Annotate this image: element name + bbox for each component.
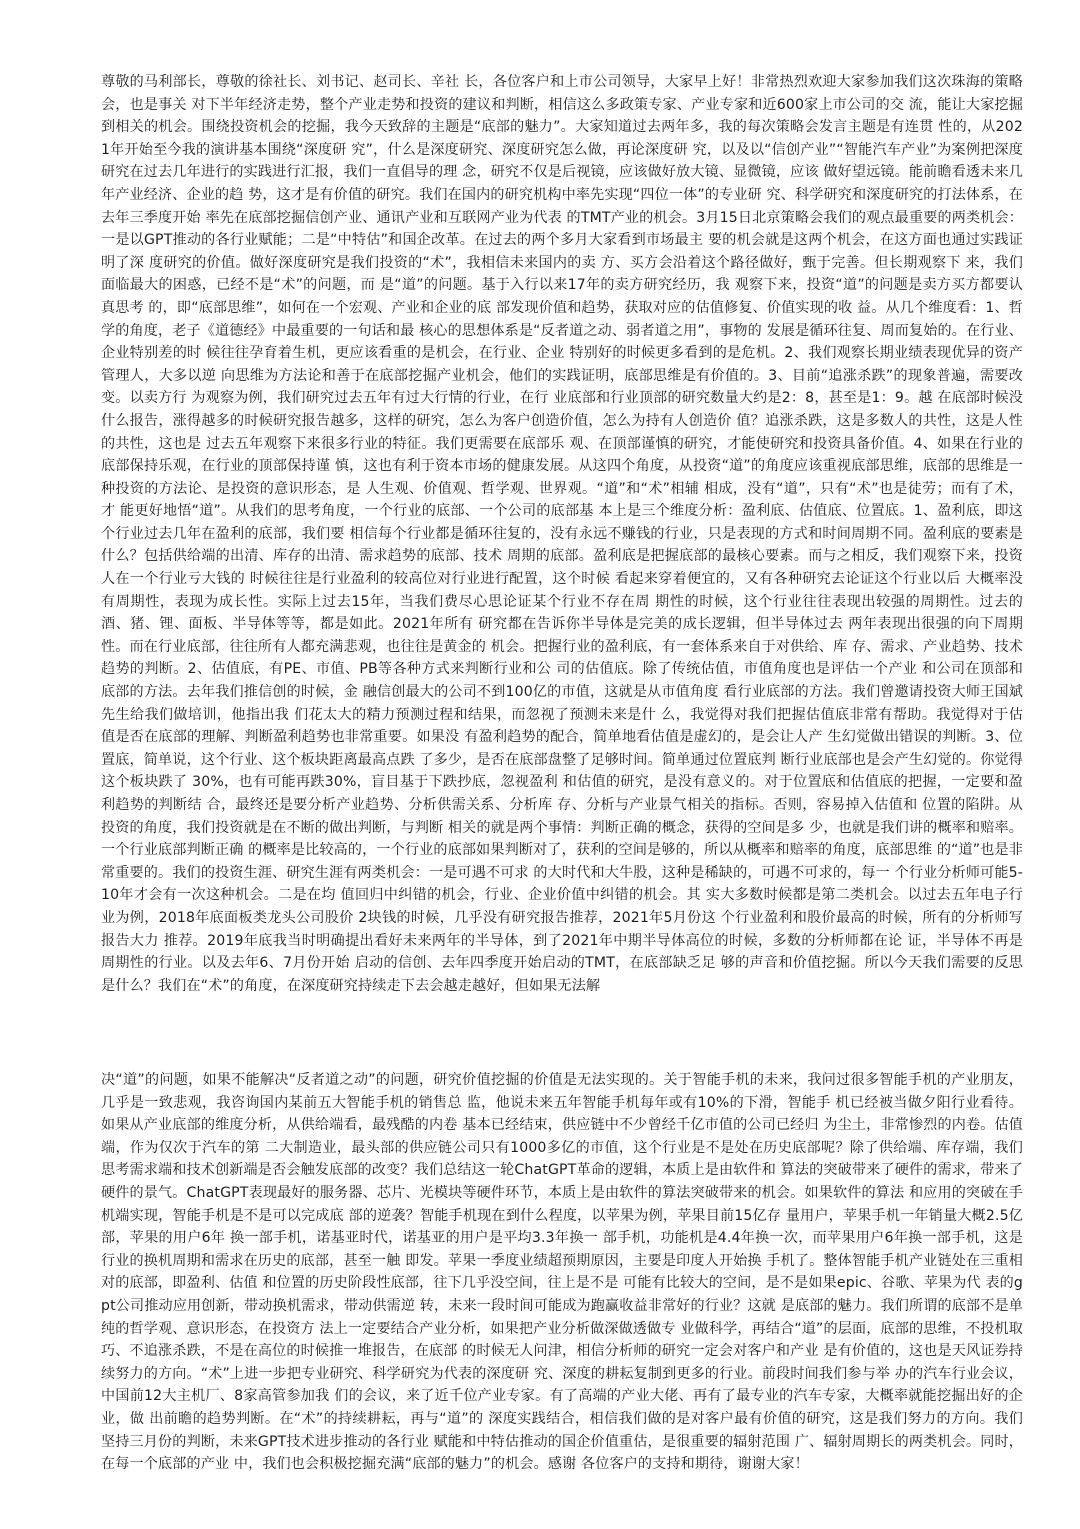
speech-text-block-2 [101,1069,1023,1476]
speech-paragraph-2: 决“道”的问题，如果不能解决“反者道之动”的问题，研究价值挖掘的价值是无法实现的。关于智能手机的未来，我问过很多智能手机的产业朋友，几乎是一致悲观，我咨询国内某前五大智能手机的销售总 监，他说未来五年智能手机每年或有10%的下滑，智能手 机已经被当做夕阳行业看待。如果从产业底部的维度分析，从供给端看，最残酷的内卷 基本已经结束，供应链中不少曾经千亿市值的公司已经归 为尘土，非常惨烈的内卷。估值端，作为仅次于汽车的第 二大制造业，最头部的供应链公司只有1000多亿的市值，这个行业是不是处在历史底部呢？除了供给端、库存端，我们思考需求端和技术创新端是否会触发底部的改变？我们总结这一轮ChatGPT革命的逻辑，本质上是由软件和 算法的突破带来了硬件的需求，带来了硬件的景气。ChatGPT表现最好的服务器、芯片、光模块等硬件环节，本质上是由软件的算法突破带来的机会。如果软件的算法 和应用的突破在手机端实现，智能手机是不是可以完成底 部的逆袭？智能手机现在到什么程度，以苹果为例，苹果目前15亿存 量用户，苹果手机一年销量大概2.5亿部，苹果的用户6年 换一部手机，诺基亚时代，诺基亚的用户是平均3.3年换一 部手机，功能机是4.4年换一次，而苹果用户6年换一部手机，这是行业的换机周期和需求在历史的底部，甚至一触 即发。苹果一季度业绩超预期原因，主要是印度人开始换 手机了。整体智能手机产业链处在三重相对的底部，即盈利、估值 和位置的历史阶段性底部，往下几乎没空间，往上是不是 可能有比较大的空间，是不是如果epic、谷歌、苹果为代 表的gpt公司推动应用创新，带动换机需求，带动供需逆 转，未来一段时间可能成为跑赢收益非常好的行业？这就 是底部的魅力。我们所谓的底部不是单纯的哲学观、意识形态，在投资方 法上一定要结合产业分析，如果把产业分析做深做透做专 业做科学，再结合“道”的层面，底部的思维，不投机取 巧、不追涨杀跌，不是在高位的时候推一堆报告，在底部 的时候无人问津，相信分析师的研究一定会对客户和产业 是有价值的，这也是天风证券持续努力的方向。“术”上进一步把专业研究、科学研究为代表的深度研 究、深度的耕耘复制到更多的行业。前段时间我们参与举 办的汽车行业会议，中国前12大主机厂、8家高管参加我 们的会议，来了近千位产业专家。有了高端的产业大佬、再有了最专业的汽车专家，大概率就能挖掘出好的企业，做 出前瞻的趋势判断。在“术”的持续耕耘，再与“道”的 深度实践结合，相信我们做的是对客户最有价值的研究，这是我们努力的方向。我们坚持三月份的判断，未来GPT技术进步推动的各行业 赋能和中特估推动的国企价值重估，是很重要的辐射范围 广、辐射周期长的两类机会。同时，在每一个底部的产业 中，我们也会积极挖掘充满“底部的魅力”的机会。感谢 各位客户的支持和期待，谢谢大家！ [101,1072,1023,1473]
speech-paragraph-1: 尊敬的马利部长，尊敬的徐社长、刘书记、赵司长、辛社 长，各位客户和上市公司领导，大家早上好！非常热烈欢迎大家参加我们这次珠海的策略会，也是事关 对下半年经济走势，整个产业走势和投资的建议和判断，相信这么多政策专家、产业专家和近600家上市公司的交 流，能让大家挖掘到相关的机会。围绕投资机会的挖掘，我今天致辞的主题是“底部的魅力”。大家知道过去两年多，我的每次策略会发言主题是有连贯 性的，从2021年开始至今我的演讲基本围绕“深度研 究”，什么是深度研究、深度研究怎么做，再论深度研 究，以及以“信创产业”“智能汽车产业”为案例把深度 研究在过去几年进行的实践进行汇报，我们一直倡导的理 念，研究不仅是后视镜，应该做好放大镜、显微镜，应该 做好望远镜。能前瞻看透未来几年产业经济、企业的趋 势，这才是有价值的研究。我们在国内的研究机构中率先实现“四位一体”的专业研 究、科学研究和深度研究的打法体系，在去年三季度开始 率先在底部挖掘信创产业、通讯产业和互联网产业为代表 的TMT产业的机会。3月15日北京策略会我们的观点最重要的两类机会：一是以GPT推动的各行业赋能；二是“中特估”和国企改革。在过去的两个多月大家看到市场最主 要的机会就是这两个机会，在这方面也通过实践证明了深 度研究的价值。做好深度研究是我们投资的“术”，我相信未来国内的卖 方、买方会沿着这个路径做好，甄于完善。但长期观察下 来，我们面临最大的困惑，已经不是“术”的问题，而 是“道”的问题。基于入行以来17年的卖方研究经历，我 观察下来，投资“道”的问题是卖方买方都要认真思考 的，即“底部思维”，如何在一个宏观、产业和企业的底 部发现价值和趋势，获取对应的估值修复、价值实现的收 益。从几个维度看：1、哲学的角度，老子《道德经》中最重要的一句话和最 核心的思想体系是“反者道之动、弱者道之用”，事物的 发展是循环往复、周而复始的。在行业、企业特别差的时 候往往孕育着生机，更应该看重的是机会，在行业、企业 特别好的时候更多看到的是危机。2、我们观察长期业绩表现优异的资产管理人，大多以逆 向思维为方法论和善于在底部挖掘产业机会，他们的实践证明，底部思维是有价值的。3、目前“追涨杀跌”的现象普遍，需要改变。以卖方行 为观察为例，我们研究过去五年有过大行情的行业，在行 业底部和行业顶部的研究数量大约是2：8，甚至是1：9。越 在底部时候没什么报告，涨得越多的时候研究报告越多，这样的研究，怎么为客户创造价值，怎么为持有人创造价 值？追涨杀跌，这是多数人的共性，这是人性的共性，这也是 过去五年观察下来很多行业的特征。我们更需要在底部乐 观、在顶部谨慎的研究，才能使研究和投资具备价值。4、如果在行业的底部保持乐观，在行业的顶部保持谨 慎，这也有利于资本市场的健康发展。从这四个角度，从投资“道”的角度应该重视底部思维，底部的思维是一种投资的方法论、是投资的意识形态，是 人生观、价值观、哲学观、世界观。“道”和“术”相辅 相成，没有“道”，只有“术”也是徒劳；而有了术，才 能更好地悟“道”。从我们的思考角度，一个行业的底部、一个公司的底部基 本上是三个维度分析：盈利底、估值底、位置底。1、盈利底，即这个行业过去几年在盈利的底部，我们要 相信每个行业都是循环往复的，没有永远不赚钱的行业，只是表现的方式和时间周期不同。盈利底的要素是什么？包括供给端的出清、库存的出清、需求趋势的底部、技术 周期的底部。盈利底是把握底部的最核心要素。而与之相反，我们观察下来，投资人在一个行业亏大钱的 时候往往是行业盈利的较高位对行业进行配置，这个时候 看起来穿着便宜的，又有各种研究去论证这个行业以后 大概率没有周期性，表现为成长性。实际上过去15年，当我们费尽心思论证某个行业不存在周 期性的时候，这个行业往往表现出较强的周期性。过去的 酒、猪、锂、面板、半导体等等，都是如此。2021年所有 研究都在告诉你半导体是完美的成长逻辑，但半导体过去 两年表现出很强的向下周期性。而在行业底部，往往所有人都充满悲观，也往往是黄金的 机会。把握行业的盈利底，有一套体系来自于对供给、库 存、需求、产业趋势、技术趋势的判断。2、估值底，有PE、市值、PB等各种方式来判断行业和公 司的估值底。除了传统估值，市值角度也是评估一个产业 和公司在顶部和底部的方法。去年我们推信创的时候，金 融信创最大的公司不到100亿的市值，这就是从市值角度 看行业底部的方法。我们曾邀请投资大师王国斌先生给我们做培训，他指出我 们花太大的精力预测过程和结果，而忽视了预测未来是什 么，我觉得对我们把握估值底非常有帮助。我觉得对于估 值是否在底部的理解、判断盈利趋势也非常重要。如果没 有盈利趋势的配合，简单地看估值是虚幻的，是会让人产 生幻觉做出错误的判断。3、位置底，简单说，这个行业、这个板块距离最高点跌 了多少，是否在底部盘整了足够时间。简单通过位置底判 断行业底部也是会产生幻觉的。你觉得这个板块跌了 30%，也有可能再跌30%，盲目基于下跌抄底，忽视盈利 和估值的研究，是没有意义的。对于位置底和估值底的把握，一定要和盈利趋势的判断结 合，最终还是要分析产业趋势、分析供需关系、分析库 存、分析与产业景气相关的指标。否则，容易掉入估值和 位置的陷阱。从投资的角度，我们投资就是在不断的做出判断，与判断 相关的就是两个事情：判断正确的概念，获得的空间是多 少，也就是我们讲的概率和赔率。一个行业底部判断正确 的概率是比较高的，一个行业的底部如果判断对了，获利的空间是够的，所以从概率和赔率的角度，底部思维 的“道”也是非常重要的。我们的投资生涯、研究生涯有两类机会：一是可遇不可求 的大时代和大牛股，这种是稀缺的，可遇不可求的，每一 个行业分析师可能5-10年才会有一次这种机会。二是在均 值回归中纠错的机会，行业、企业价值中纠错的机会。其 实大多数时候都是第二类机会。以过去五年电子行业为例，2018年底面板类龙头公司股价 2块钱的时候，几乎没有研究报告推荐，2021年5月份这 个行业盈利和股价最高的时候，所有的分析师写报告大力 推荐。2019年底我当时明确提出看好未来两年的半导体，到了2021年中期半导体高位的时候，多数的分析师都在论 证，半导体不再是周期性的行业。以及去年6、7月份开始 启动的信创、去年四季度开始启动的TMT，在底部缺乏足 够的声音和价值挖掘。所以今天我们需要的反思是什么？我们在“术”的角度，在深度研究持续走下去会越走越好，但如果无法解 [101,74,1023,994]
speech-text-block-1 [101,71,1023,997]
